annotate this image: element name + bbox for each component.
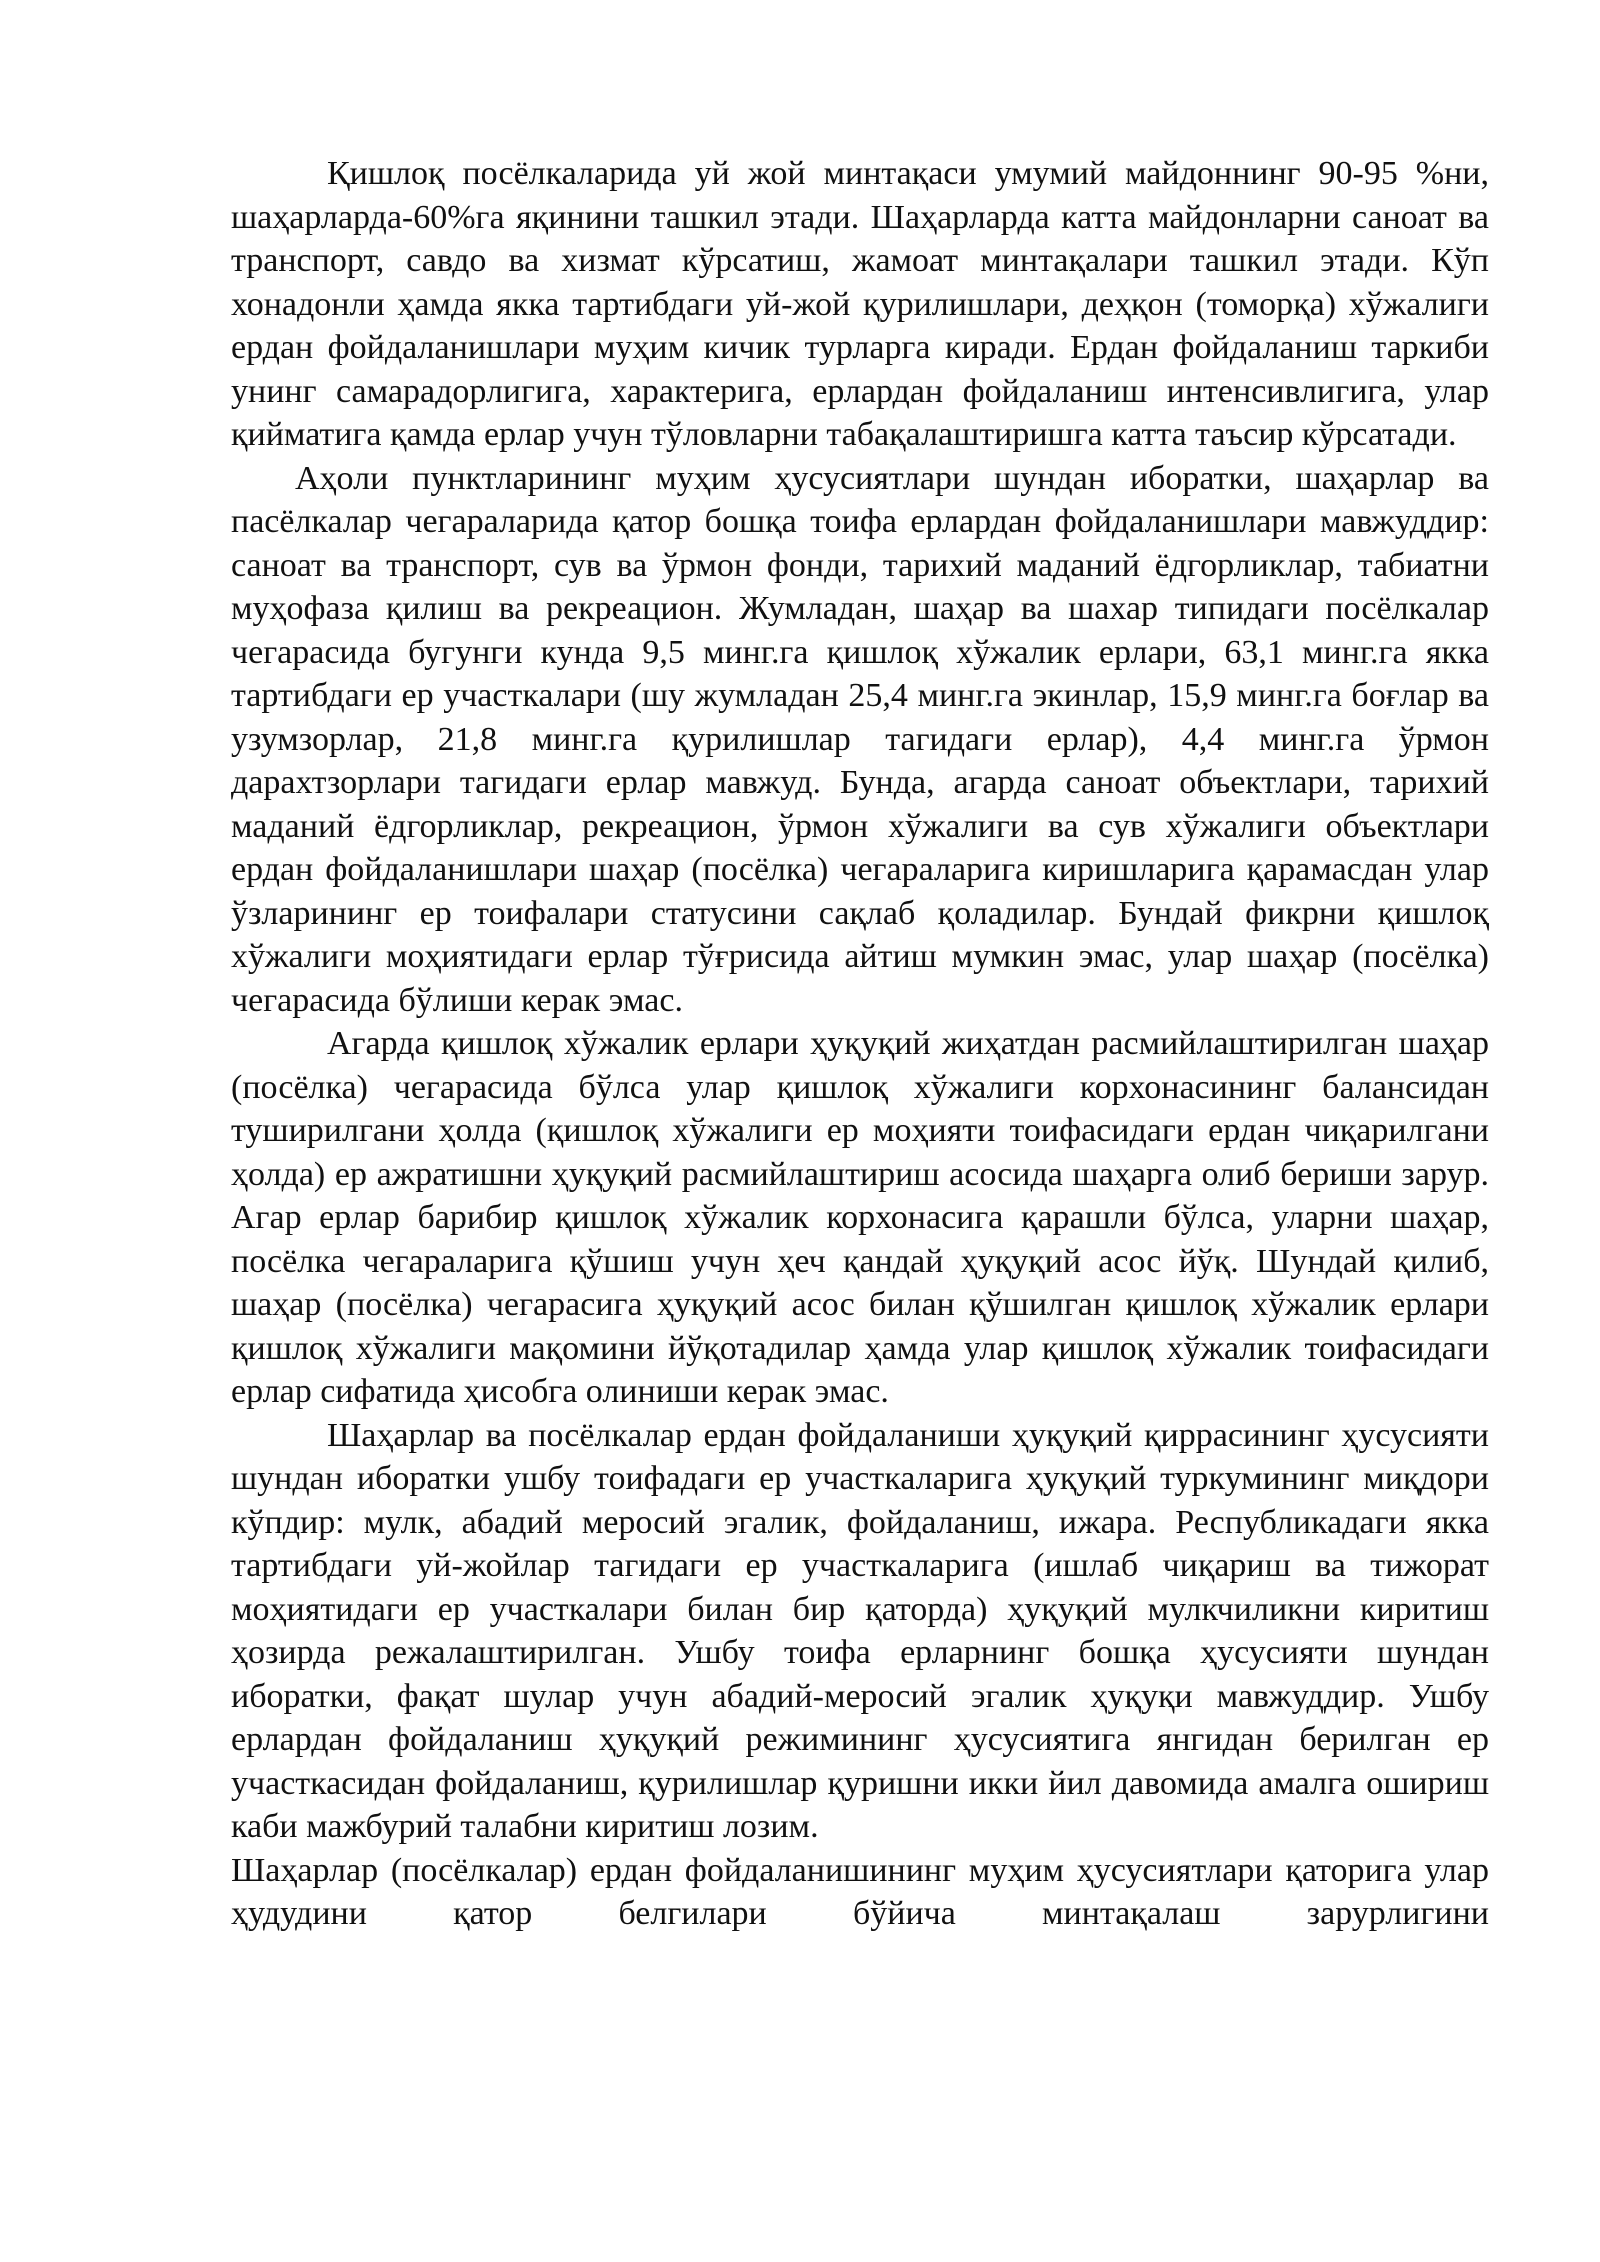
paragraph-2: Аҳоли пунктларининг муҳим ҳусусиятлари шундан иборатки, шаҳарлар ва пасёлкалар чегараларида қатор бошқа тоифа ерлардан фойдаланишлари мавжуддир: саноат ва транспорт, сув ва ўрмон фонди, тарихий маданий ёдгорликлар, табиатни муҳофаза қилиш ва рекреацион. Жумладан, шаҳар ва шахар типидаги посёлкалар чегарасида бугунги кунда 9,5 минг.га қишлоқ хўжалик ерлари, 63,1 минг.га якка тартибдаги ер участкалари (шу жумладан 25,4 минг.га экинлар, 15,9 минг.га боғлар ва узумзорлар, 21,8 минг.га қурилишлар тагидаги ерлар), 4,4 минг.га ўрмон дарахтзорлари тагидаги ерлар мавжуд. Бунда, агарда саноат объектлари, тарихий маданий ёдгорликлар, рекреацион, ўрмон хўжалиги ва сув хўжалиги объектлари ердан фойдаланишлари шаҳар (посёлка) чегараларига киришларига қарамасдан улар ўзларининг ер тоифалари статусини сақлаб қоладилар. Бундай фикрни қишлоқ хўжалиги моҳиятидаги ерлар тўғрисида айтиш мумкин эмас, улар шаҳар (посёлка) чегарасида бўлиши керак эмас. [231,459,1489,1019]
paragraph-5: Шаҳарлар (посёлкалар) ердан фойдаланишининг муҳим ҳусусиятлари қаторига улар ҳудудини қатор белгилари бўйича минтақалаш зарурлигини [231,1851,1489,1932]
paragraph-3: Агарда қишлоқ хўжалик ерлари ҳуқуқий жиҳатдан расмийлаштирилган шаҳар (посёлка) чегарасида бўлса улар қишлоқ хўжалиги корхонасининг балансидан туширилгани ҳолда (қишлоқ хўжалиги ер моҳияти тоифасидаги ердан чиқарилгани ҳолда) ер ажратишни ҳуқуқий расмийлаштириш асосида шаҳарга олиб бериши зарур. Агар ерлар барибир қишлоқ хўжалик корхонасига қарашли бўлса, уларни шаҳар, посёлка чегараларига қўшиш учун ҳеч қандай ҳуқуқий асос йўқ. Шундай қилиб, шаҳар (посёлка) чегарасига ҳуқуқий асос билан қўшилган қишлоқ хўжалик ерлари қишлоқ хўжалиги мақомини йўқотадилар ҳамда улар қишлоқ хўжалик тоифасидаги ерлар сифатида ҳисобга олиниши керак эмас. [231,1025,1489,1410]
paragraph-4: Шаҳарлар ва посёлкалар ердан фойдаланиши ҳуқуқий қиррасининг ҳусусияти шундан иборатки ушбу тоифадаги ер участкаларига ҳуқуқий туркумининг миқдори кўпдир: мулк, абадий меросий эгалик, фойдаланиш, ижара. Республикадаги якка тартибдаги уй-жойлар тагидаги ер участкаларига (ишлаб чиқариш ва тижорат моҳиятидаги ер участкалари билан бир қаторда) ҳуқуқий мулкчиликни киритиш ҳозирда режалаштирилган. Ушбу тоифа ерларнинг бошқа ҳусусияти шундан иборатки, фақат шулар учун абадий-меросий эгалик ҳуқуқи мавжуддир. Ушбу ерлардан фойдаланиш ҳуқуқий режимининг ҳусусиятига янгидан берилган ер участкасидан фойдаланиш, қурилишлар қуришни икки йил давомида амалга ошириш каби мажбурий талабни киритиш лозим. [231,1416,1489,1845]
document-page [231,152,1489,1936]
paragraph-1: Қишлоқ посёлкаларида уй жой минтақаси умумий майдоннинг 90-95 %ни, шаҳарларда-60%га яқинини ташкил этади. Шаҳарларда катта майдонларни саноат ва транспорт, савдо ва хизмат кўрсатиш, жамоат минтақалари ташкил этади. Кўп хонадонли ҳамда якка тартибдаги уй-жой қурилишлари, деҳқон (томорқа) хўжалиги ердан фойдаланишлари муҳим кичик турларга киради. Ердан фойдаланиш таркиби унинг самарадорлигига, характерига, ерлардан фойдаланиш интенсивлигига, улар қийматига қамда ерлар учун тўловларни табақалаштиришга катта таъсир кўрсатади. [231,155,1489,453]
